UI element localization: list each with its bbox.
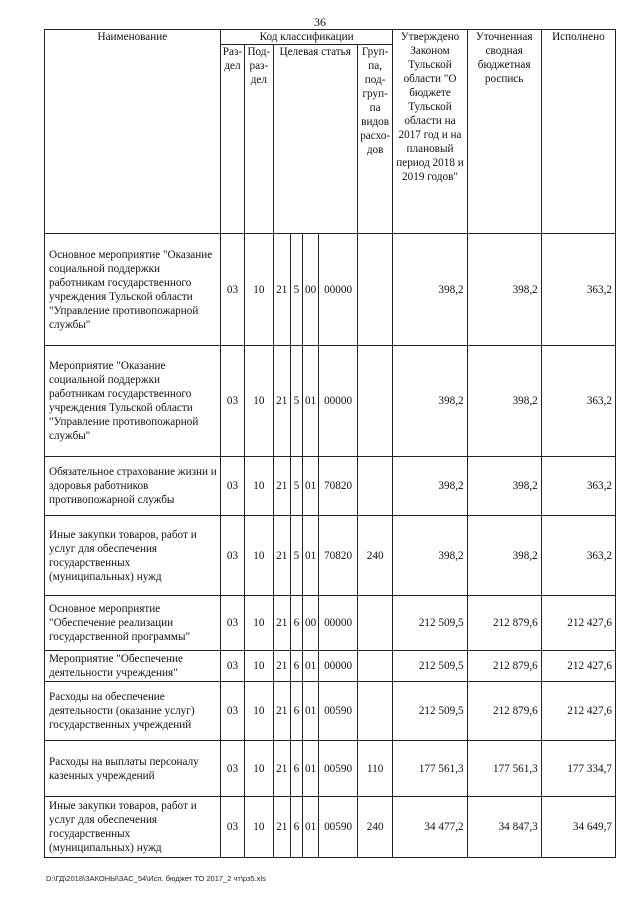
- row-rz: 03: [220, 234, 244, 346]
- header-executed: Исполнено: [541, 30, 615, 234]
- row-executed: 212 427,6: [541, 596, 615, 651]
- row-refined: 212 879,6: [467, 682, 541, 741]
- row-vr: [357, 682, 393, 741]
- row-refined: 398,2: [467, 346, 541, 457]
- header-gruppa: Груп-па, под-груп-па видов расхо-дов: [357, 45, 393, 234]
- row-c1: 21: [273, 682, 290, 741]
- row-executed: 363,2: [541, 346, 615, 457]
- row-vr: [357, 651, 393, 682]
- budget-table: [44, 29, 616, 858]
- row-c3: 01: [303, 741, 319, 797]
- file-path-footer: D:\ГД\2018\ЗАКОНЫ\ЗАС_54\Исп. бюджет ТО 2017_2 чт\рз5.xls: [46, 874, 266, 883]
- row-name: Иные закупки товаров, работ и услуг для обеспечения государственных (муниципальных) нужд: [45, 797, 221, 858]
- row-executed: 177 334,7: [541, 741, 615, 797]
- row-c3: 01: [303, 457, 319, 516]
- row-refined: 177 561,3: [467, 741, 541, 797]
- row-rz: 03: [220, 596, 244, 651]
- row-c1: 21: [273, 596, 290, 651]
- row-executed: 363,2: [541, 516, 615, 596]
- row-pr: 10: [245, 682, 273, 741]
- row-c4: 00000: [319, 596, 358, 651]
- row-name: Основное мероприятие "Обеспечение реализации государственной программы": [45, 596, 221, 651]
- header-tselevaya: Целевая статья: [273, 45, 357, 234]
- row-c3: 00: [303, 234, 319, 346]
- row-pr: 10: [245, 596, 273, 651]
- row-c2: 5: [290, 234, 302, 346]
- row-executed: 212 427,6: [541, 651, 615, 682]
- row-name: Основное мероприятие "Оказание социальной поддержки работникам государственного учреждения Тульской области "Управление противопожарной службы": [45, 234, 221, 346]
- row-c2: 5: [290, 346, 302, 457]
- row-c1: 21: [273, 234, 290, 346]
- row-vr: 110: [357, 741, 393, 797]
- row-refined: 398,2: [467, 234, 541, 346]
- row-name: Обязательное страхование жизни и здоровья работников противопожарной службы: [45, 457, 221, 516]
- header-approved: Утверждено Законом Тульской области "О бюджете Тульской области на 2017 год и на плановый период 2018 и 2019 годов": [393, 30, 467, 234]
- row-executed: 34 649,7: [541, 797, 615, 858]
- row-c4: 00000: [319, 651, 358, 682]
- row-pr: 10: [245, 346, 273, 457]
- row-rz: 03: [220, 797, 244, 858]
- row-approved: 398,2: [393, 346, 467, 457]
- row-name: Мероприятие "Обеспечение деятельности учреждения": [45, 651, 221, 682]
- row-c3: 01: [303, 797, 319, 858]
- row-approved: 398,2: [393, 457, 467, 516]
- row-c4: 00590: [319, 741, 358, 797]
- row-approved: 212 509,5: [393, 651, 467, 682]
- row-c4: 00000: [319, 234, 358, 346]
- row-rz: 03: [220, 741, 244, 797]
- row-c2: 6: [290, 741, 302, 797]
- row-executed: 363,2: [541, 457, 615, 516]
- row-vr: [357, 234, 393, 346]
- table-row: [45, 516, 616, 596]
- row-c3: 01: [303, 346, 319, 457]
- page-number: 36: [314, 15, 326, 29]
- row-approved: 212 509,5: [393, 682, 467, 741]
- row-executed: 212 427,6: [541, 682, 615, 741]
- table-row: [45, 682, 616, 741]
- row-c3: 01: [303, 516, 319, 596]
- row-pr: 10: [245, 797, 273, 858]
- row-c1: 21: [273, 457, 290, 516]
- row-vr: [357, 346, 393, 457]
- row-name: Расходы на выплаты персоналу казенных учреждений: [45, 741, 221, 797]
- row-c4: 70820: [319, 457, 358, 516]
- row-pr: 10: [245, 457, 273, 516]
- row-c1: 21: [273, 516, 290, 596]
- row-c3: 01: [303, 682, 319, 741]
- row-executed: 363,2: [541, 234, 615, 346]
- row-refined: 34 847,3: [467, 797, 541, 858]
- row-vr: [357, 596, 393, 651]
- row-vr: 240: [357, 516, 393, 596]
- row-c3: 00: [303, 596, 319, 651]
- row-approved: 177 561,3: [393, 741, 467, 797]
- row-pr: 10: [245, 516, 273, 596]
- header-refined: Уточненная сводная бюджетная роспись: [467, 30, 541, 234]
- header-name: Наименование: [45, 30, 221, 234]
- row-pr: 10: [245, 234, 273, 346]
- row-approved: 34 477,2: [393, 797, 467, 858]
- row-c4: 00590: [319, 682, 358, 741]
- table-row: [45, 346, 616, 457]
- table-row: [45, 234, 616, 346]
- table-row: [45, 797, 616, 858]
- table-row: [45, 651, 616, 682]
- row-c4: 70820: [319, 516, 358, 596]
- row-c2: 6: [290, 797, 302, 858]
- row-rz: 03: [220, 457, 244, 516]
- row-c3: 01: [303, 651, 319, 682]
- table-row: [45, 596, 616, 651]
- row-name: Мероприятие "Оказание социальной поддержки работникам государственного учреждения Тульской области "Управление противопожарной службы": [45, 346, 221, 457]
- row-rz: 03: [220, 516, 244, 596]
- row-c1: 21: [273, 651, 290, 682]
- header-razdel: Раз-дел: [220, 45, 244, 234]
- row-c2: 5: [290, 516, 302, 596]
- header-podrazdel: Под-раз-дел: [245, 45, 273, 234]
- row-c1: 21: [273, 346, 290, 457]
- row-c2: 6: [290, 682, 302, 741]
- row-c4: 00590: [319, 797, 358, 858]
- row-rz: 03: [220, 651, 244, 682]
- row-rz: 03: [220, 682, 244, 741]
- row-c2: 6: [290, 596, 302, 651]
- row-c2: 5: [290, 457, 302, 516]
- row-name: Иные закупки товаров, работ и услуг для обеспечения государственных (муниципальных) нужд: [45, 516, 221, 596]
- row-approved: 398,2: [393, 234, 467, 346]
- header-code-group: Код классификации: [220, 30, 393, 45]
- row-name: Расходы на обеспечение деятельности (оказание услуг) государственных учреждений: [45, 682, 221, 741]
- row-vr: 240: [357, 797, 393, 858]
- row-approved: 212 509,5: [393, 596, 467, 651]
- row-c1: 21: [273, 797, 290, 858]
- row-c2: 6: [290, 651, 302, 682]
- table-row: [45, 741, 616, 797]
- table-row: [45, 457, 616, 516]
- row-rz: 03: [220, 346, 244, 457]
- row-pr: 10: [245, 651, 273, 682]
- row-pr: 10: [245, 741, 273, 797]
- row-refined: 212 879,6: [467, 596, 541, 651]
- row-refined: 212 879,6: [467, 651, 541, 682]
- row-c4: 00000: [319, 346, 358, 457]
- row-refined: 398,2: [467, 457, 541, 516]
- row-c1: 21: [273, 741, 290, 797]
- row-refined: 398,2: [467, 516, 541, 596]
- row-vr: [357, 457, 393, 516]
- row-approved: 398,2: [393, 516, 467, 596]
